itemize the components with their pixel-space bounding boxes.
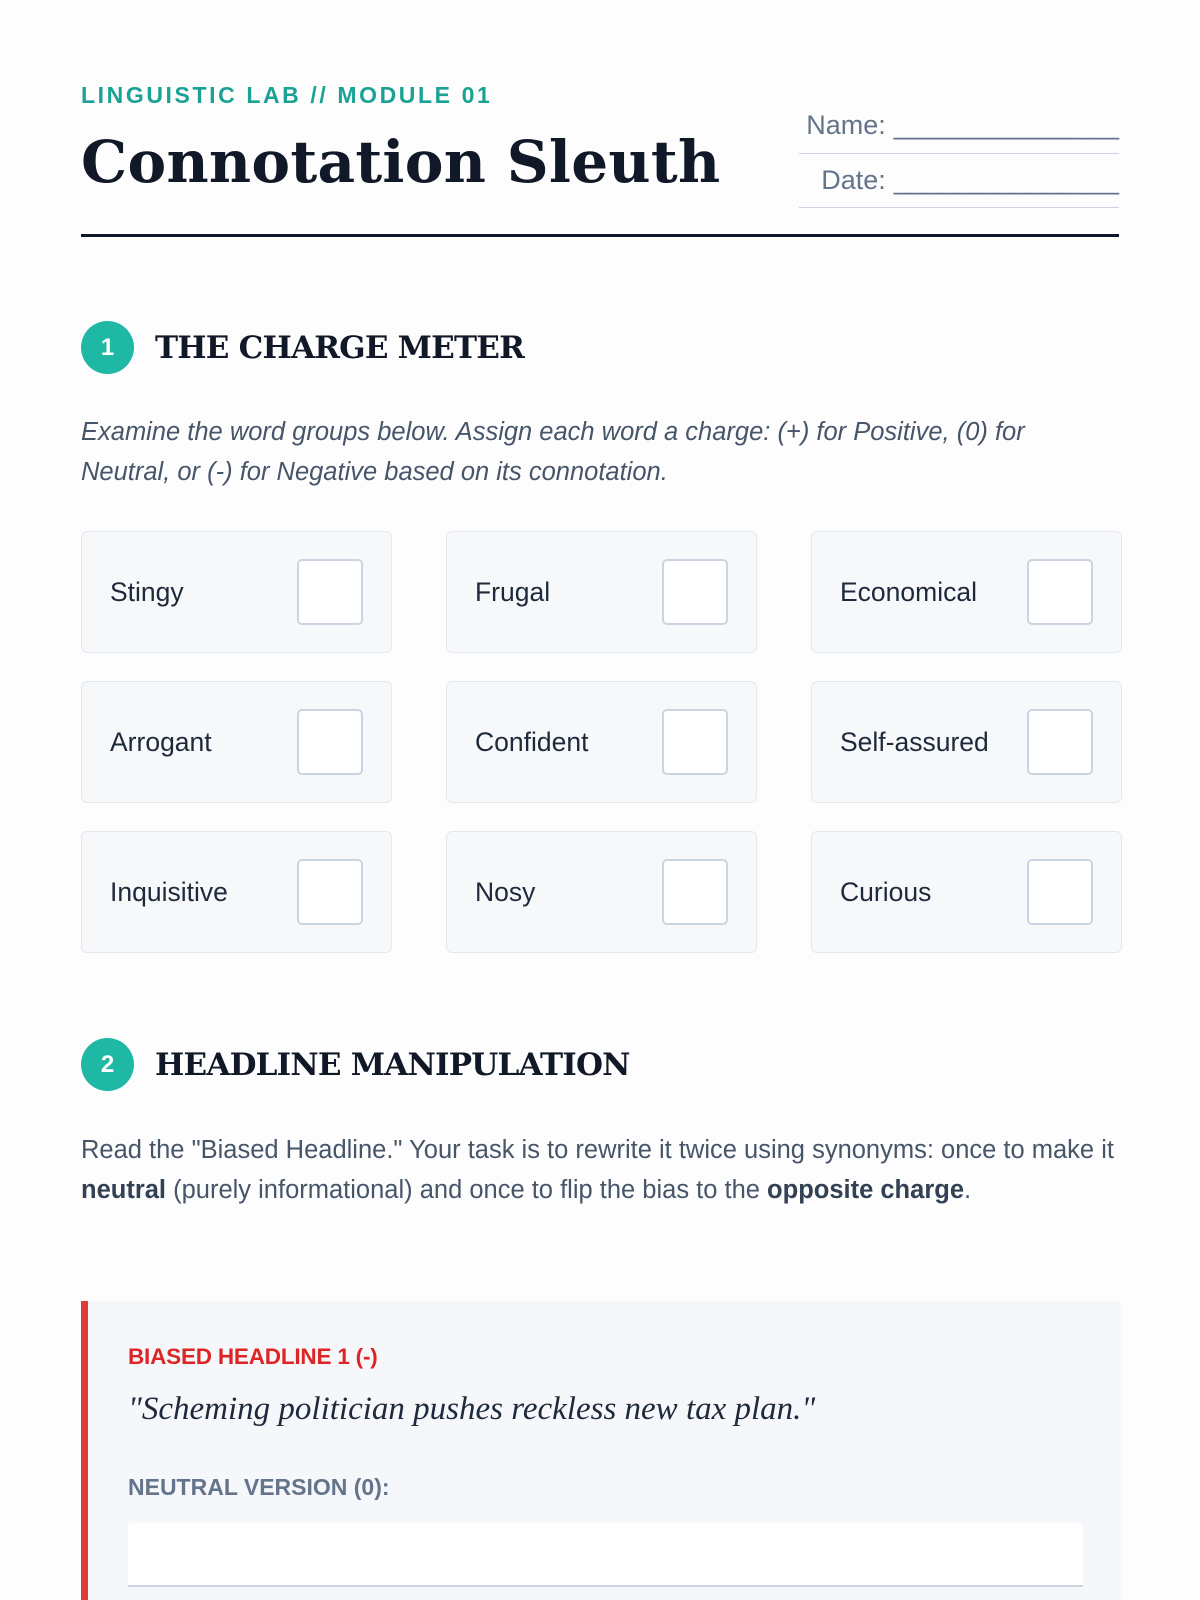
biased-headline-label: BIASED HEADLINE 1 (-) [128, 1344, 378, 1369]
word-card [446, 531, 757, 653]
word-label: Arrogant [110, 726, 212, 757]
section-2-heading [81, 1038, 630, 1091]
neutral-version-label: NEUTRAL VERSION (0): [128, 1474, 390, 1500]
charge-answer-box[interactable] [1027, 859, 1093, 925]
word-card [81, 531, 392, 653]
charge-answer-box[interactable] [1027, 709, 1093, 775]
word-label: Nosy [475, 876, 536, 907]
charge-answer-box[interactable] [662, 559, 728, 625]
word-grid [81, 531, 1121, 953]
section-title: HEADLINE MANIPULATION [155, 1046, 630, 1083]
section-number-badge: 2 [81, 1038, 134, 1091]
name-blank: _______________ [893, 110, 1119, 140]
charge-answer-box[interactable] [297, 709, 363, 775]
student-meta [799, 98, 1119, 208]
word-card [446, 831, 757, 953]
neutral-version-input[interactable] [128, 1523, 1083, 1587]
instructions-emphasis-opposite: opposite charge [767, 1176, 964, 1204]
biased-headline-text: "Scheming politician pushes reckless new tax plan." [128, 1391, 816, 1427]
date-label: Date: [821, 165, 886, 195]
section-1-instructions: Examine the word groups below. Assign each word a charge: (+) for Positive, (0) for Neutral, or (-) for Negative based on its connotation. [81, 418, 1025, 486]
word-card [811, 681, 1122, 803]
word-label: Stingy [110, 576, 184, 607]
charge-answer-box[interactable] [1027, 559, 1093, 625]
module-kicker: LINGUISTIC LAB // MODULE 01 [81, 82, 493, 108]
word-card [446, 681, 757, 803]
charge-answer-box[interactable] [662, 859, 728, 925]
name-field[interactable] [799, 98, 1119, 154]
word-card [811, 831, 1122, 953]
word-label: Inquisitive [110, 876, 228, 907]
biased-headline-card [81, 1301, 1121, 1600]
word-card [81, 831, 392, 953]
word-label: Self-assured [840, 726, 989, 757]
word-card [811, 531, 1122, 653]
word-label: Curious [840, 876, 932, 907]
charge-answer-box[interactable] [662, 709, 728, 775]
instructions-text: Read the "Biased Headline." Your task is to rewrite it twice using synonyms: once to make it [81, 1136, 1114, 1164]
worksheet-header [81, 0, 1119, 237]
section-title: THE CHARGE METER [155, 329, 525, 366]
word-label: Confident [475, 726, 589, 757]
section-number-badge: 1 [81, 321, 134, 374]
section-1-heading [81, 321, 524, 374]
date-field[interactable] [799, 154, 1119, 208]
word-label: Economical [840, 576, 977, 607]
section-2-instructions [81, 1130, 1121, 1210]
word-label: Frugal [475, 576, 551, 607]
instructions-emphasis-neutral: neutral [81, 1176, 167, 1204]
name-label: Name: [806, 110, 886, 140]
instructions-text: (purely informational) and once to flip the bias to the [166, 1176, 768, 1204]
charge-answer-box[interactable] [297, 859, 363, 925]
charge-answer-box[interactable] [297, 559, 363, 625]
date-blank: _______________ [893, 165, 1119, 195]
instructions-text: . [964, 1176, 972, 1204]
word-card [81, 681, 392, 803]
page-title: Connotation Sleuth [81, 128, 721, 196]
